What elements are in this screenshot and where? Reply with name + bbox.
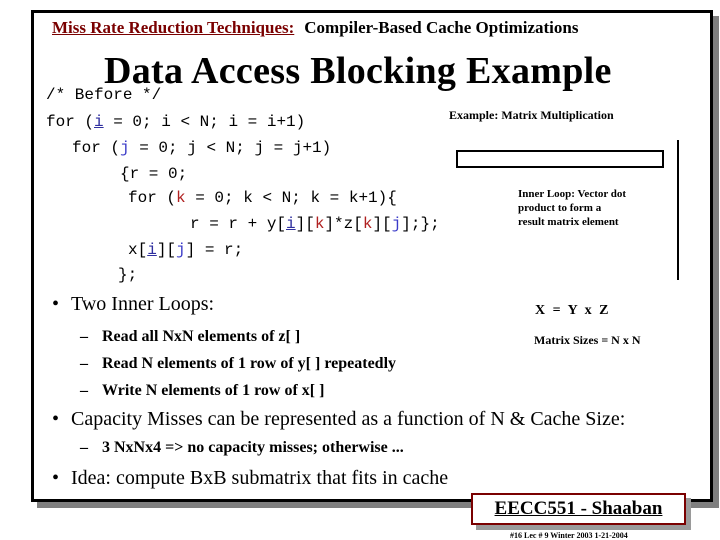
matrix-sizes: Matrix Sizes = N x N	[534, 333, 641, 347]
vector-arrow	[456, 150, 664, 168]
heading-part1: Miss Rate Reduction Techniques:	[52, 18, 295, 37]
bullet-2: • Capacity Misses can be represented as a function of N & Cache Size:	[52, 408, 626, 430]
slide-heading	[52, 18, 578, 38]
bullet-icon: •	[52, 293, 60, 315]
code-line-6: x[i][j] = r;	[128, 241, 244, 259]
example-label: Example: Matrix Multiplication	[449, 108, 614, 122]
bullet-3: • Idea: compute BxB submatrix that fits in cache	[52, 467, 449, 489]
inner-loop-note: Inner Loop: Vector dot product to form a result matrix element	[518, 188, 627, 228]
bullet-1: • Two Inner Loops:	[52, 293, 215, 315]
code-line-3: {r = 0;	[120, 165, 188, 183]
column-line	[677, 140, 679, 280]
slide-title: Data Access Blocking Example	[104, 50, 612, 92]
heading-part2: Compiler-Based Cache Optimizations	[304, 18, 579, 37]
bullet-1-sub-3: – Write N elements of 1 row of x[ ]	[80, 382, 325, 399]
bullet-2-sub-1: – 3 NxNx4 => no capacity misses; otherwise ...	[80, 439, 404, 456]
bullet-1-sub-1: – Read all NxN elements of z[ ]	[80, 328, 301, 345]
footer-meta: #16 Lec # 9 Winter 2003 1-21-2004	[510, 531, 628, 540]
code-line-2: for (j = 0; j < N; j = j+1)	[72, 139, 332, 157]
code-line-5: r = r + y[i][k]*z[k][j];};	[190, 215, 440, 233]
matrix-equation: X = Y x Z	[535, 303, 609, 318]
course-badge: EECC551 - Shaaban	[471, 493, 686, 525]
code-comment: /* Before */	[46, 86, 162, 104]
bullet-1-sub-2: – Read N elements of 1 row of y[ ] repeatedly	[80, 355, 397, 372]
code-line-1: for (i = 0; i < N; i = i+1)	[46, 113, 306, 131]
code-line-7: };	[118, 266, 138, 284]
code-line-4: for (k = 0; k < N; k = k+1){	[128, 189, 397, 207]
